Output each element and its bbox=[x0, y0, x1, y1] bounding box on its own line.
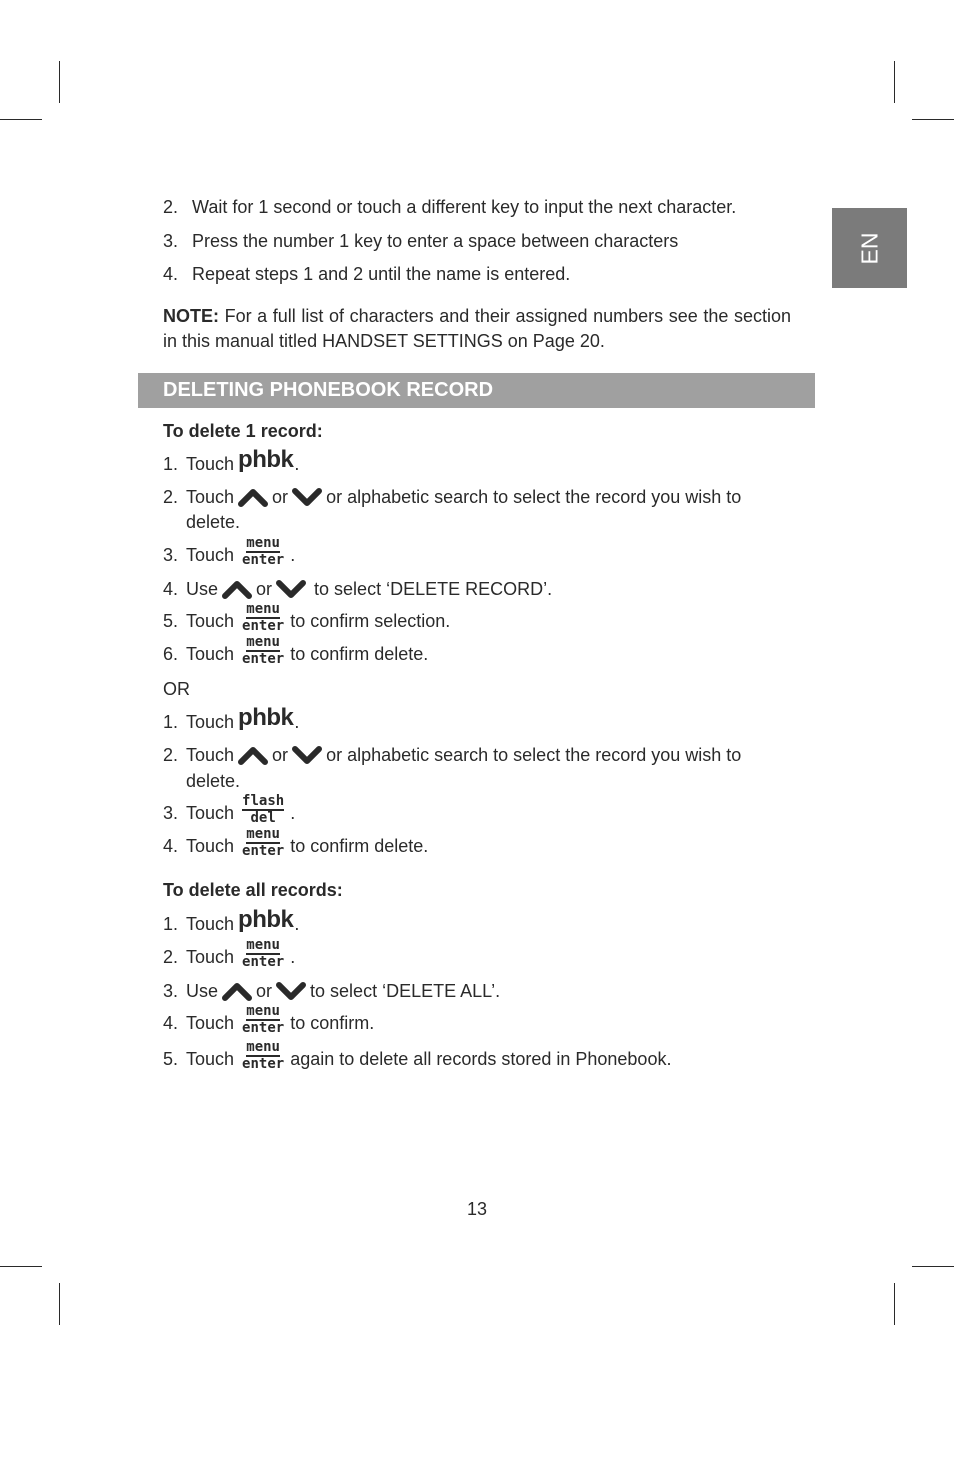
crop-mark bbox=[59, 1283, 60, 1325]
crop-mark bbox=[894, 1283, 895, 1325]
list-item: 5. Touch menu enter again to delete all records stored in Phonebook. bbox=[163, 1039, 672, 1072]
list-item: 1. Touch phbk . bbox=[163, 446, 300, 474]
up-arrow-icon bbox=[222, 579, 252, 599]
menu-enter-key-icon: menu enter bbox=[242, 1039, 285, 1072]
list-item: 2. Touch menu enter . bbox=[163, 937, 296, 970]
down-arrow-icon bbox=[292, 745, 322, 765]
down-arrow-icon bbox=[276, 579, 306, 599]
menu-enter-key-icon: menu enter bbox=[242, 601, 285, 634]
note-text: For a full list of characters and their assigned numbers see the section in this manual titled HANDSET SETTINGS on Page 20. bbox=[163, 306, 791, 351]
list-item: 2. Wait for 1 second or touch a different key to input the next character. bbox=[163, 197, 737, 217]
menu-enter-key-icon: menu enter bbox=[242, 535, 285, 568]
list-item-continuation: delete. bbox=[186, 771, 241, 791]
page-number: 13 bbox=[466, 1199, 488, 1219]
list-item-continuation: delete. bbox=[186, 512, 241, 532]
language-tab bbox=[832, 208, 907, 288]
menu-enter-key-icon: menu enter bbox=[242, 937, 285, 970]
subheading-delete-all: To delete all records: bbox=[163, 880, 343, 900]
list-item: 2. Touch or or alphabetic search to select the record you wish to bbox=[163, 745, 742, 765]
section-title: DELETING PHONEBOOK RECORD bbox=[163, 379, 494, 401]
down-arrow-icon bbox=[276, 981, 306, 1001]
phbk-key-icon: phbk bbox=[238, 704, 294, 731]
note-paragraph bbox=[163, 304, 791, 354]
up-arrow-icon bbox=[222, 981, 252, 1001]
crop-mark bbox=[0, 1266, 42, 1267]
crop-mark bbox=[912, 1266, 954, 1267]
list-item: 5. Touch menu enter to confirm selection. bbox=[163, 601, 451, 634]
phbk-key-icon: phbk bbox=[238, 906, 294, 933]
up-arrow-icon bbox=[238, 487, 268, 507]
or-separator: OR bbox=[163, 679, 190, 699]
crop-mark bbox=[912, 119, 954, 120]
menu-enter-key-icon: menu enter bbox=[242, 826, 285, 859]
down-arrow-icon bbox=[292, 487, 322, 507]
flash-del-key-icon: flash del bbox=[242, 793, 285, 826]
crop-mark bbox=[59, 61, 60, 103]
note-label: NOTE: bbox=[163, 306, 219, 326]
list-item: 4. Repeat steps 1 and 2 until the name is entered. bbox=[163, 264, 571, 284]
list-item: 2. Touch or or alphabetic search to select the record you wish to bbox=[163, 487, 742, 507]
list-item: 4. Touch menu enter to confirm. bbox=[163, 1003, 375, 1036]
menu-enter-key-icon: menu enter bbox=[242, 1003, 285, 1036]
list-item: 3. Press the number 1 key to enter a space between characters bbox=[163, 231, 679, 251]
subheading-delete-one: To delete 1 record: bbox=[163, 421, 323, 441]
phbk-key-icon: phbk bbox=[238, 446, 294, 473]
crop-mark bbox=[0, 119, 42, 120]
up-arrow-icon bbox=[238, 745, 268, 765]
list-item: 4. Use or to select ‘DELETE RECORD’. bbox=[163, 579, 553, 599]
list-item: 3. Use or to select ‘DELETE ALL’. bbox=[163, 981, 501, 1001]
crop-mark bbox=[894, 61, 895, 103]
list-item: 4. Touch menu enter to confirm delete. bbox=[163, 826, 429, 859]
list-item: 3. Touch flash del . bbox=[163, 793, 296, 826]
list-item: 1. Touch phbk . bbox=[163, 704, 300, 732]
list-item: 1. Touch phbk . bbox=[163, 906, 300, 934]
list-item: 3. Touch menu enter . bbox=[163, 535, 296, 568]
language-tab-label: EN bbox=[855, 232, 882, 264]
menu-enter-key-icon: menu enter bbox=[242, 634, 285, 667]
list-item: 6. Touch menu enter to confirm delete. bbox=[163, 634, 429, 667]
section-title-bar bbox=[138, 373, 815, 408]
